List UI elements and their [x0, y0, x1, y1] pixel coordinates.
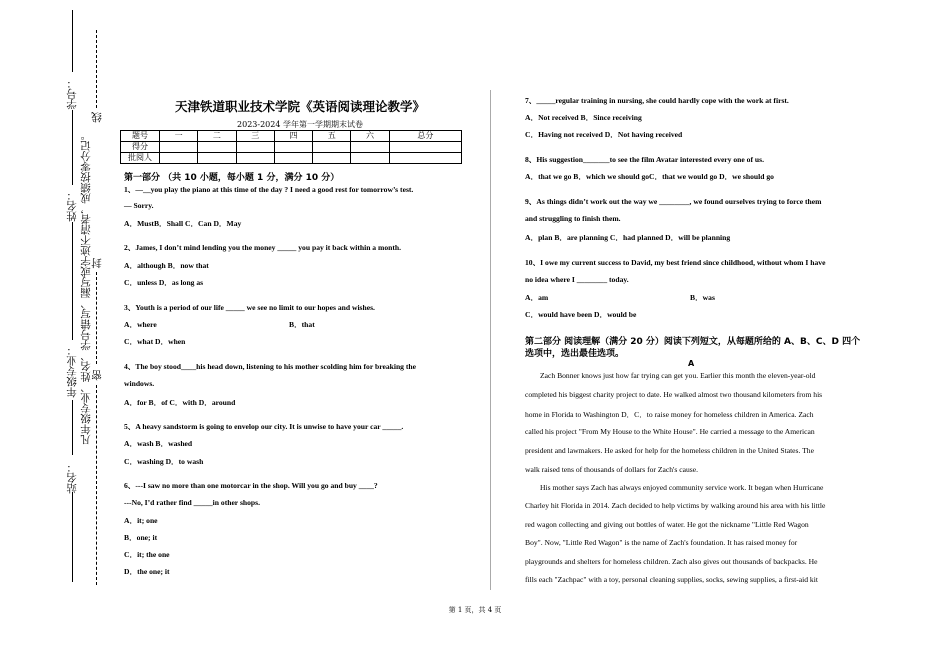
question-10-option-a: A．am	[525, 293, 549, 302]
question-2-options: A．although B．now that	[124, 261, 209, 270]
binding-line	[72, 400, 73, 455]
score-table	[120, 130, 462, 164]
seal-dash-line	[96, 30, 97, 108]
score-cell	[198, 142, 236, 153]
question-6-option-c: C．it; the one	[124, 550, 170, 559]
question-6: 6、---I saw no more than one motorcar in the shop. Will you go and buy ____?	[124, 481, 378, 490]
question-5-options: A．wash B．washed	[124, 439, 193, 448]
part1-heading: 第一部分 （共 10 小题，每小题 1 分，满分 10 分）	[124, 173, 340, 183]
passage-line: completed his biggest charity project to date. He walked almost two thousand kilometers from his	[525, 390, 823, 399]
question-1: 1、—__you play the piano at this time of the day ? I need a good rest for tomorrow’s test.	[124, 185, 414, 194]
table-column-header: 六	[351, 131, 389, 142]
score-cell	[160, 142, 198, 153]
table-column-header: 二	[198, 131, 236, 142]
table-row-label: 题号	[121, 131, 160, 142]
question-6-option-d: D．the one; it	[124, 567, 170, 576]
question-4-options: A．for B．of C．with D．around	[124, 398, 236, 407]
score-cell	[351, 142, 389, 153]
part2-heading-line2: 选项中，选出最佳选项。	[525, 349, 625, 359]
seal-word-line: 线	[91, 112, 103, 123]
question-2-options: C．unless D．as long as	[124, 278, 204, 287]
passage-line: playgrounds and shelters for homeless children. Zach also gives out thousands of backpacks. He	[525, 557, 818, 566]
question-7-options: A．Not received B．Since receiving	[525, 113, 642, 122]
exam-subtitle: 2023-2024 学年第一学期期末试卷	[237, 120, 363, 129]
question-4: 4、The boy stood____his head down, listening to his mother scolding him for breaking the	[124, 362, 416, 371]
score-cell	[274, 142, 312, 153]
score-cell	[389, 142, 461, 153]
question-3-options: C．what D．when	[124, 337, 186, 346]
column-divider	[490, 90, 491, 590]
binding-notice: 凡年级专业、姓名、学号错写、漏写或字迹不清者，成绩按零分记。	[80, 130, 92, 445]
score-cell	[236, 153, 274, 164]
passage-line: president and lawmakers. He asked for help for the homeless children in the United States. The	[525, 446, 814, 455]
binding-line	[72, 10, 73, 72]
score-cell	[313, 142, 351, 153]
question-6-option-a: A．it; one	[124, 516, 158, 525]
passage-line: Charley hit Florida in 2014. Zach decided to help victims by walking around his area with his little	[525, 501, 826, 510]
score-cell	[313, 153, 351, 164]
question-3-option-a: A．where	[124, 320, 157, 329]
seal-dash-line	[96, 272, 97, 364]
question-10-option-b: B．was	[690, 293, 715, 302]
question-9-line2: and struggling to finish them.	[525, 214, 621, 223]
passage-line: red wagon collecting and giving out bottles of water. He got the nickname "Little Red Wagon	[525, 520, 809, 529]
table-column-header: 三	[236, 131, 274, 142]
passage-line: walk raised tens of thousands of dollars for Zach's cause.	[525, 465, 699, 474]
question-8-options: A．that we go B．which we should goC．that we would go D．we should go	[525, 172, 774, 181]
passage-line: Zach Bonner knows just how far trying can get you. Earlier this month the eleven-year-old	[540, 371, 816, 380]
site-label: 站名：	[66, 462, 78, 494]
student-id-label: 学号：	[66, 78, 78, 110]
question-1-line2: — Sorry.	[124, 201, 154, 210]
score-table-row	[121, 131, 462, 142]
question-1-options: A．MustB．Shall C．Can D．May	[124, 219, 242, 228]
question-4-line2: windows.	[124, 379, 155, 388]
score-table-row	[121, 142, 462, 153]
question-5-options: C．washing D．to wash	[124, 457, 204, 466]
question-2: 2、James, I don’t mind lending you the money _____ you pay it back within a month.	[124, 243, 402, 252]
passage-line: home in Florida to Washington D．C．to raise money for homeless children in America. Zach	[525, 410, 814, 419]
seal-word-secret: 密	[91, 370, 103, 381]
question-7-options: C．Having not received D．Not having received	[525, 130, 683, 139]
score-cell	[236, 142, 274, 153]
question-6-line2: ---No, I’d rather find _____in other shops.	[124, 498, 260, 507]
score-cell	[160, 153, 198, 164]
question-9: 9、As things didn’t work out the way we ________, we found ourselves trying to force them	[525, 197, 822, 206]
score-table-row	[121, 153, 462, 164]
question-8: 8、His suggestion_______to see the film Avatar interested every one of us.	[525, 155, 764, 164]
part2-heading: 第二部分 阅读理解（满分 20 分）阅读下列短文，从每题所给的 A、B、C、D 四个	[525, 337, 861, 347]
seal-word-seal: 封	[91, 258, 103, 269]
score-cell	[198, 153, 236, 164]
exam-title: 天津铁道职业技术学院《英语阅读理论教学》	[174, 99, 425, 114]
binding-line	[72, 222, 73, 340]
passage-line: fills each "Zachpac" with a toy, personal cleaning supplies, socks, sewing supplies, a first-aid kit	[525, 575, 818, 584]
question-5: 5、A heavy sandstorm is going to envelop our city. It is unwise to have your car _____.	[124, 422, 404, 431]
question-10: 10、I owe my current success to David, my best friend since childhood, without whom I have	[525, 258, 826, 267]
passage-line: Boy". Now, "Little Red Wagon" is the name of Zach's foundation. It has raised money for	[525, 538, 798, 547]
score-cell	[274, 153, 312, 164]
question-3-option-b: B．that	[289, 320, 315, 329]
grade-major-label: 年级专业：	[66, 345, 78, 398]
passage-label: A	[688, 359, 695, 368]
question-3: 3、Youth is a period of our life _____ we see no limit to our hopes and wishes.	[124, 303, 375, 312]
table-row-label: 批阅人	[121, 153, 160, 164]
score-cell	[389, 153, 461, 164]
seal-dash-line	[96, 385, 97, 585]
page-footer: 第 1 页，共 4 页	[448, 606, 502, 614]
binding-line	[72, 110, 73, 185]
question-7: 7、_____regular training in nursing, she could hardly cope with the work at first.	[525, 96, 789, 105]
table-column-header: 总分	[389, 131, 461, 142]
passage-line: called his project "From My House to the White House". He carried a message to the American	[525, 427, 815, 436]
table-column-header: 一	[160, 131, 198, 142]
table-column-header: 五	[313, 131, 351, 142]
question-10-line2: no idea where I ________ today.	[525, 275, 629, 284]
binding-line	[72, 492, 73, 582]
question-10-options: C．would have been D．would be	[525, 310, 637, 319]
name-label: 姓名：	[66, 190, 78, 222]
table-row-label: 得分	[121, 142, 160, 153]
question-6-option-b: B．one; it	[124, 533, 158, 542]
table-column-header: 四	[274, 131, 312, 142]
question-9-options: A．plan B．are planning C．had planned D．will be planning	[525, 233, 731, 242]
passage-line: His mother says Zach has always enjoyed community service work. It began when Hurricane	[540, 483, 824, 492]
score-cell	[351, 153, 389, 164]
